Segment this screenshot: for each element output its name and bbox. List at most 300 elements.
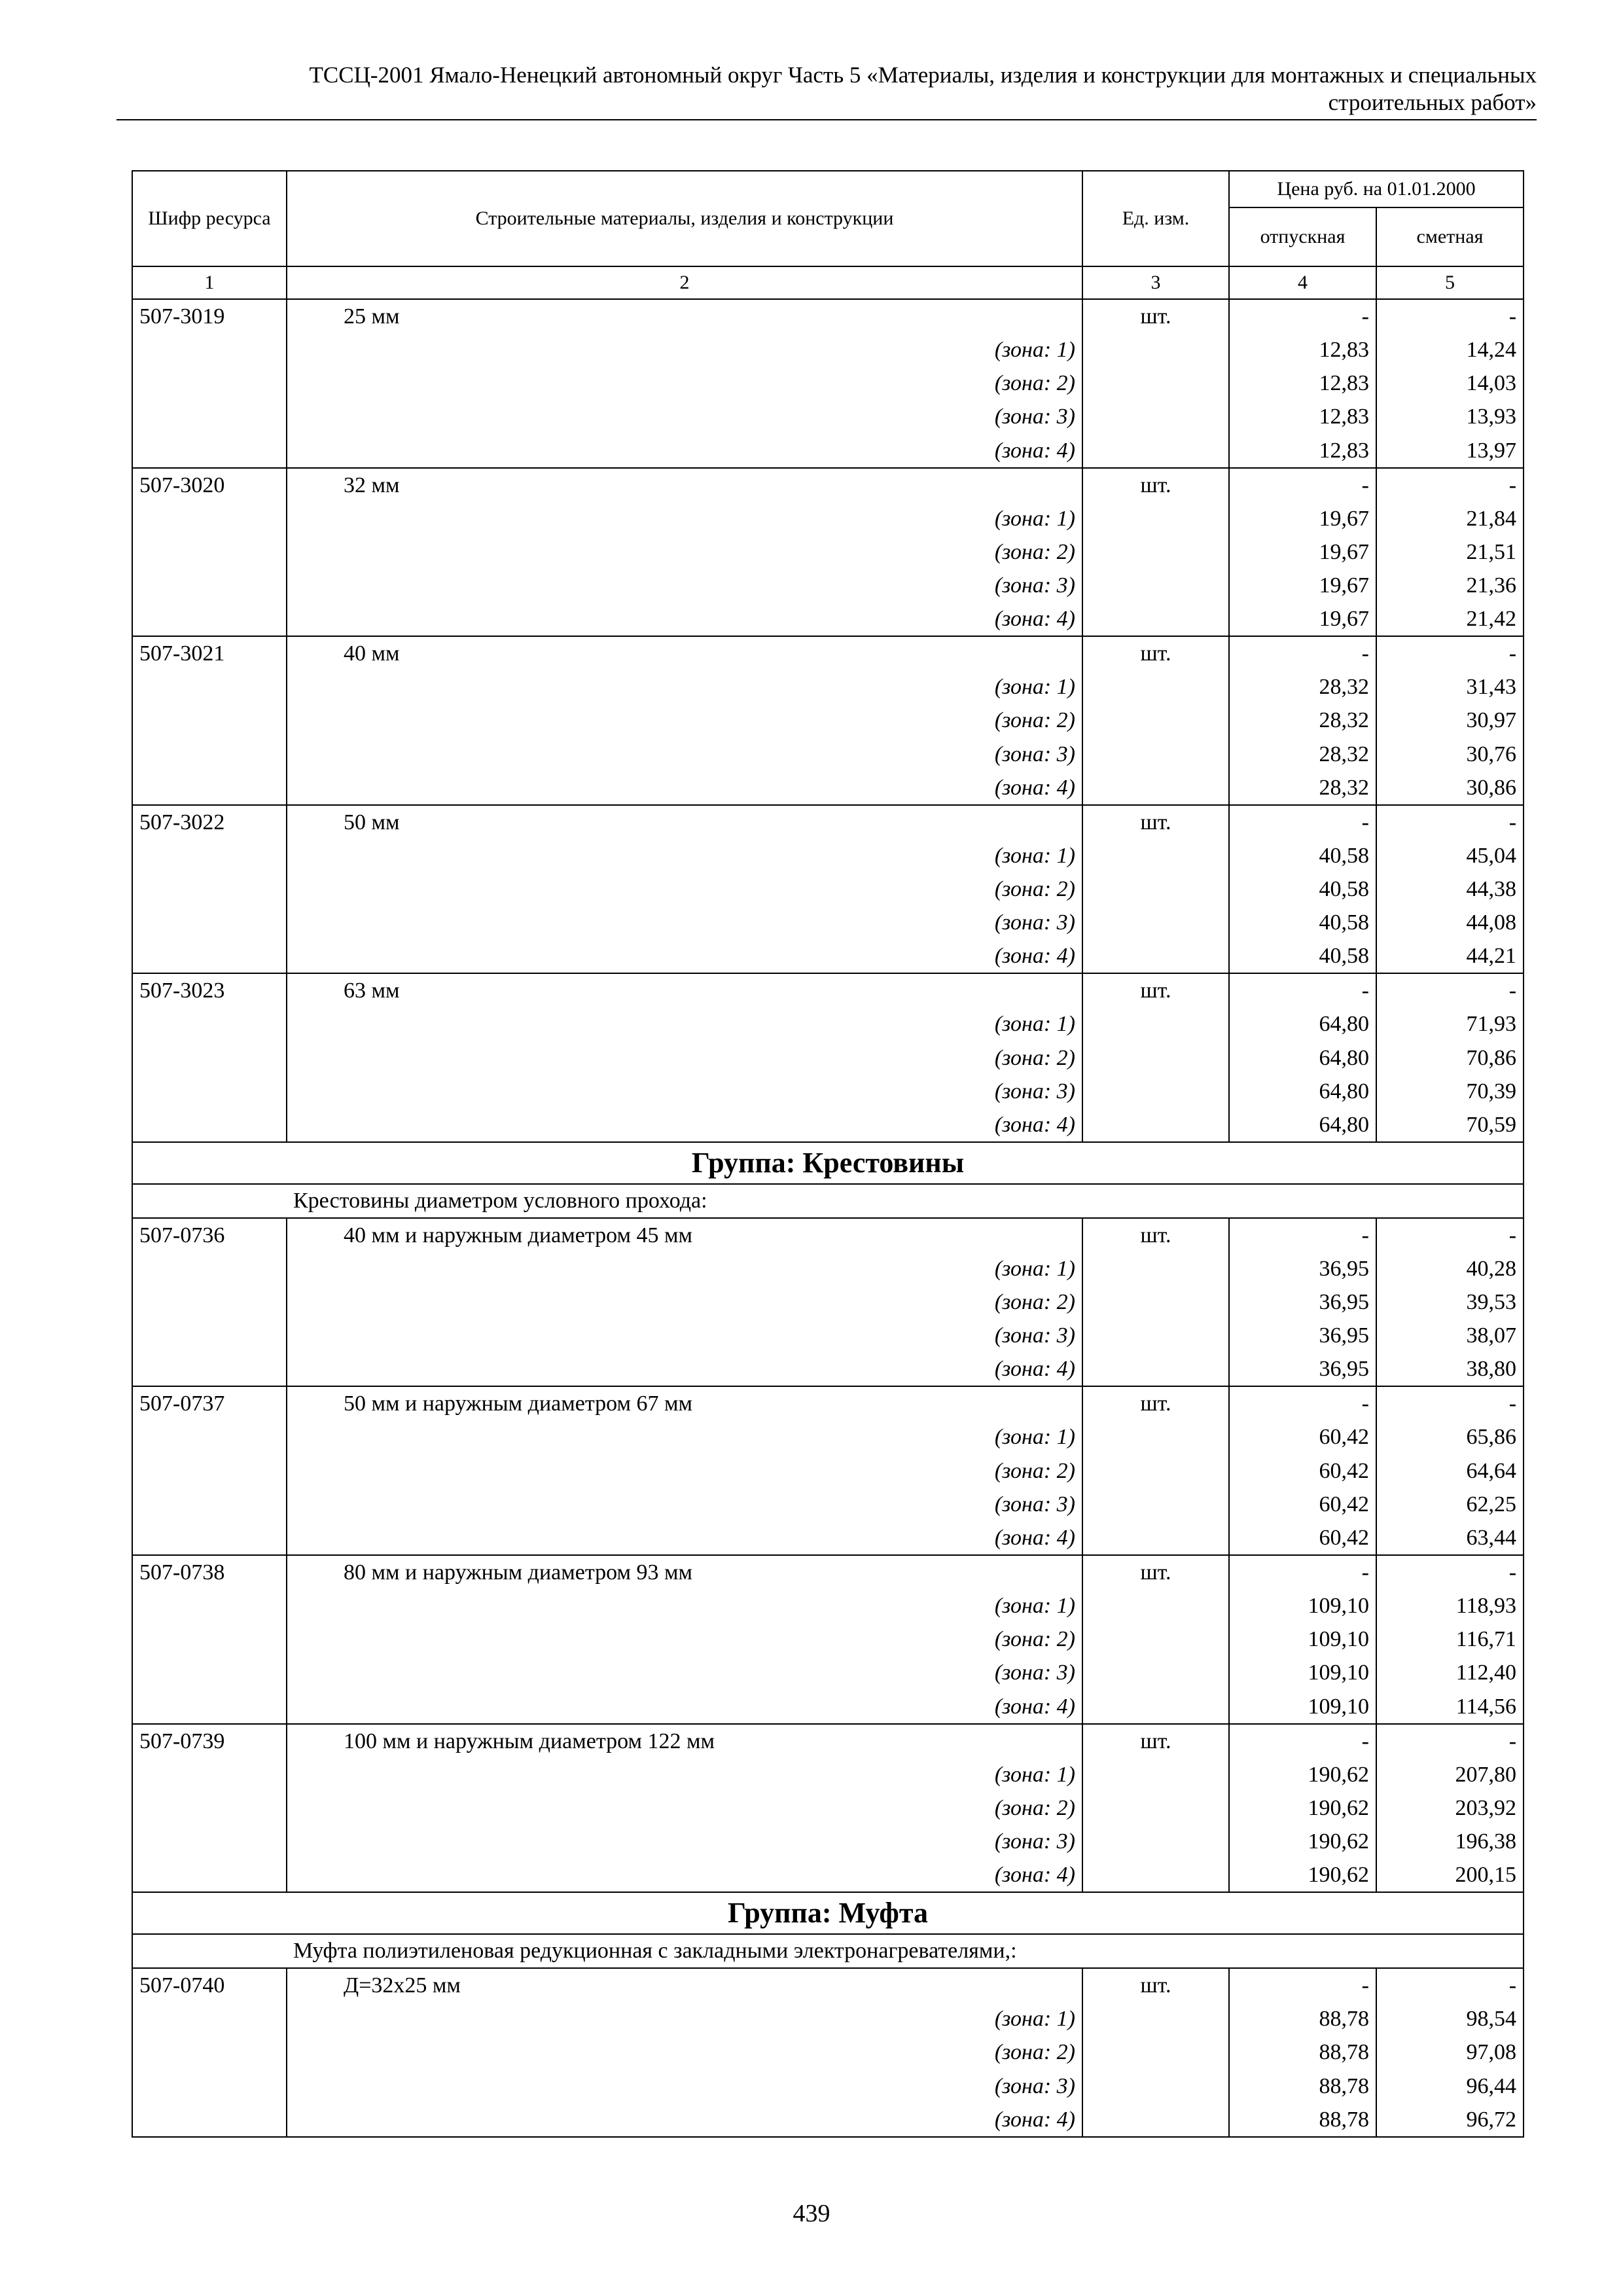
empty-cell [132,839,287,872]
price-release: 64,80 [1229,1108,1376,1142]
empty-cell [1082,839,1229,872]
empty-cell [132,1319,287,1352]
subheading-spacer [132,1184,287,1218]
zone-row [132,939,1524,973]
col-header-price-group: Цена руб. на 01.01.2000 [1229,171,1524,207]
zone-label: (зона: 1) [287,1589,1082,1623]
zone-row [132,1623,1524,1656]
item-name-cell [287,1968,1082,2002]
price-release: 60,42 [1229,1420,1376,1454]
zone-row [132,1825,1524,1858]
price-release: 19,67 [1229,602,1376,636]
table-row [132,1555,1524,1589]
item-name-cell [287,1386,1082,1420]
price-release: 88,78 [1229,2103,1376,2137]
empty-cell [132,2002,287,2036]
empty-cell [1082,1488,1229,1521]
price-release: 19,67 [1229,502,1376,535]
price-estimate: 196,38 [1376,1825,1524,1858]
price-estimate: - [1376,636,1524,670]
price-estimate: 97,08 [1376,2036,1524,2069]
table-row [132,1386,1524,1420]
price-release: 19,67 [1229,569,1376,602]
empty-cell [1082,535,1229,569]
item-name-cell [287,299,1082,333]
empty-cell [132,569,287,602]
price-estimate: 30,97 [1376,704,1524,737]
col-header-price-release: отпускная [1229,207,1376,266]
zone-label: (зона: 1) [287,2002,1082,2036]
zone-row [132,1108,1524,1142]
price-estimate: 70,39 [1376,1075,1524,1108]
zone-row [132,2069,1524,2102]
zone-row [132,569,1524,602]
zone-label: (зона: 1) [287,1420,1082,1454]
zone-label: (зона: 2) [287,1041,1082,1074]
column-number-row [132,266,1524,299]
zone-label: (зона: 4) [287,771,1082,805]
zone-label: (зона: 4) [287,2103,1082,2137]
zone-label: (зона: 3) [287,1075,1082,1108]
empty-cell [132,1656,287,1689]
price-release: - [1229,636,1376,670]
price-release: - [1229,468,1376,502]
price-release: 19,67 [1229,535,1376,569]
zone-row [132,434,1524,468]
empty-cell [1082,1858,1229,1892]
empty-cell [132,1285,287,1319]
price-release: 36,95 [1229,1252,1376,1285]
unit: шт. [1082,805,1229,839]
page-header [116,62,1537,120]
zone-row [132,1589,1524,1623]
group-heading: Группа: Крестовины [132,1142,1524,1184]
zone-row [132,1420,1524,1454]
zone-label: (зона: 4) [287,1521,1082,1555]
price-estimate: 21,42 [1376,602,1524,636]
zone-label: (зона: 3) [287,1825,1082,1858]
price-release: 60,42 [1229,1521,1376,1555]
zone-label: (зона: 3) [287,2069,1082,2102]
unit: шт. [1082,1968,1229,2002]
table-row [132,1724,1524,1758]
price-estimate: 207,80 [1376,1758,1524,1791]
price-estimate: 114,56 [1376,1690,1524,1724]
price-estimate: 31,43 [1376,670,1524,704]
empty-cell [132,2036,287,2069]
table-row [132,973,1524,1007]
zone-row [132,1075,1524,1108]
price-release: 109,10 [1229,1589,1376,1623]
unit: шт. [1082,1218,1229,1252]
empty-cell [1082,939,1229,973]
empty-cell [132,738,287,771]
empty-cell [132,2069,287,2102]
empty-cell [1082,1108,1229,1142]
unit: шт. [1082,299,1229,333]
zone-row [132,2002,1524,2036]
price-release: - [1229,1968,1376,2002]
price-release: 12,83 [1229,333,1376,367]
zone-label: (зона: 1) [287,839,1082,872]
zone-label: (зона: 2) [287,872,1082,906]
zone-row [132,535,1524,569]
empty-cell [1082,872,1229,906]
empty-cell [132,2103,287,2137]
empty-cell [1082,2036,1229,2069]
price-estimate: 96,72 [1376,2103,1524,2137]
price-release: 88,78 [1229,2002,1376,2036]
empty-cell [1082,771,1229,805]
price-estimate: - [1376,973,1524,1007]
price-release: 64,80 [1229,1075,1376,1108]
item-name: Д=32x25 мм [344,1973,461,1998]
empty-cell [132,1758,287,1791]
empty-cell [132,1108,287,1142]
price-estimate: 203,92 [1376,1791,1524,1825]
column-number: 5 [1376,266,1524,299]
price-estimate: 96,44 [1376,2069,1524,2102]
empty-cell [1082,333,1229,367]
table-row [132,636,1524,670]
empty-cell [1082,1007,1229,1041]
zone-label: (зона: 2) [287,1623,1082,1656]
empty-cell [1082,367,1229,400]
zone-row [132,1041,1524,1074]
empty-cell [132,670,287,704]
column-number: 2 [287,266,1082,299]
item-name: 25 мм [344,304,400,329]
empty-cell [1082,569,1229,602]
zone-label: (зона: 1) [287,1252,1082,1285]
col-header-code: Шифр ресурса [132,171,287,266]
price-release: 88,78 [1229,2036,1376,2069]
zone-row [132,400,1524,433]
resource-code: 507-3022 [132,805,287,839]
zone-row [132,1319,1524,1352]
price-release: 40,58 [1229,839,1376,872]
price-release: 109,10 [1229,1656,1376,1689]
price-release: - [1229,973,1376,1007]
item-name-cell [287,805,1082,839]
price-estimate: 13,97 [1376,434,1524,468]
zone-row [132,602,1524,636]
unit: шт. [1082,1724,1229,1758]
zone-row [132,2103,1524,2137]
group-subheading: Крестовины диаметром условного прохода: [287,1184,1524,1218]
zone-row [132,1656,1524,1689]
subheading-spacer [132,1934,287,1968]
price-release: 190,62 [1229,1825,1376,1858]
price-estimate: 38,07 [1376,1319,1524,1352]
zone-row [132,1521,1524,1555]
col-header-name: Строительные материалы, изделия и конструкции [287,171,1082,266]
empty-cell [132,1454,287,1488]
empty-cell [132,1252,287,1285]
price-release: 28,32 [1229,738,1376,771]
price-estimate: 14,03 [1376,367,1524,400]
price-release: - [1229,1386,1376,1420]
item-name-cell [287,1555,1082,1589]
empty-cell [1082,1252,1229,1285]
empty-cell [1082,1420,1229,1454]
zone-label: (зона: 2) [287,1791,1082,1825]
zone-label: (зона: 4) [287,1690,1082,1724]
zone-label: (зона: 1) [287,1007,1082,1041]
table-row [132,805,1524,839]
zone-label: (зона: 3) [287,738,1082,771]
price-estimate: - [1376,299,1524,333]
item-name-cell [287,1724,1082,1758]
empty-cell [1082,738,1229,771]
empty-cell [1082,1352,1229,1386]
zone-row [132,872,1524,906]
price-estimate: - [1376,1968,1524,2002]
price-release: 12,83 [1229,434,1376,468]
empty-cell [132,502,287,535]
resource-code: 507-0736 [132,1218,287,1252]
zone-label: (зона: 3) [287,1656,1082,1689]
empty-cell [1082,1690,1229,1724]
price-estimate: - [1376,468,1524,502]
group-heading: Группа: Муфта [132,1892,1524,1934]
empty-cell [132,771,287,805]
item-name: 80 мм и наружным диаметром 93 мм [344,1560,693,1585]
empty-cell [1082,1825,1229,1858]
zone-row [132,704,1524,737]
price-estimate: 21,84 [1376,502,1524,535]
empty-cell [132,400,287,433]
zone-row [132,2036,1524,2069]
price-estimate: 30,76 [1376,738,1524,771]
zone-row [132,738,1524,771]
price-estimate: 98,54 [1376,2002,1524,2036]
resource-code: 507-0739 [132,1724,287,1758]
zone-row [132,333,1524,367]
price-release: 64,80 [1229,1041,1376,1074]
price-estimate: 70,86 [1376,1041,1524,1074]
zone-label: (зона: 1) [287,333,1082,367]
zone-row [132,502,1524,535]
empty-cell [132,602,287,636]
price-release: 64,80 [1229,1007,1376,1041]
empty-cell [132,1589,287,1623]
item-name: 50 мм [344,810,400,834]
price-release: - [1229,1218,1376,1252]
zone-row [132,906,1524,939]
resource-code: 507-0737 [132,1386,287,1420]
zone-row [132,670,1524,704]
empty-cell [1082,906,1229,939]
empty-cell [1082,704,1229,737]
empty-cell [1082,1285,1229,1319]
item-name: 40 мм [344,641,400,666]
price-estimate: 44,38 [1376,872,1524,906]
zone-label: (зона: 3) [287,400,1082,433]
price-estimate: 62,25 [1376,1488,1524,1521]
price-estimate: 200,15 [1376,1858,1524,1892]
price-release: - [1229,805,1376,839]
header-title-line2: строительных работ» [1328,90,1537,115]
zone-row [132,1007,1524,1041]
zone-row [132,1858,1524,1892]
group-subheading: Муфта полиэтиленовая редукционная с закладными электронагревателями,: [287,1934,1524,1968]
item-name-cell [287,1218,1082,1252]
zone-label: (зона: 2) [287,367,1082,400]
unit: шт. [1082,1555,1229,1589]
price-estimate: 64,64 [1376,1454,1524,1488]
resource-code: 507-0740 [132,1968,287,2002]
group-subheading-row [132,1934,1524,1968]
zone-row [132,1758,1524,1791]
empty-cell [132,1690,287,1724]
price-release: 28,32 [1229,771,1376,805]
zone-label: (зона: 4) [287,939,1082,973]
empty-cell [132,333,287,367]
price-estimate: 118,93 [1376,1589,1524,1623]
price-estimate: 13,93 [1376,400,1524,433]
empty-cell [132,535,287,569]
group-heading-row [132,1142,1524,1184]
zone-row [132,1352,1524,1386]
zone-label: (зона: 1) [287,1758,1082,1791]
price-release: - [1229,1555,1376,1589]
zone-label: (зона: 1) [287,670,1082,704]
column-number: 4 [1229,266,1376,299]
price-estimate: 14,24 [1376,333,1524,367]
empty-cell [1082,1041,1229,1074]
price-estimate: - [1376,1724,1524,1758]
table-row [132,468,1524,502]
empty-cell [1082,1589,1229,1623]
empty-cell [1082,1319,1229,1352]
zone-row [132,1690,1524,1724]
price-estimate: - [1376,1386,1524,1420]
empty-cell [132,1791,287,1825]
table-row [132,299,1524,333]
zone-label: (зона: 4) [287,434,1082,468]
empty-cell [132,1352,287,1386]
empty-cell [1082,1454,1229,1488]
zone-row [132,771,1524,805]
item-name-cell [287,468,1082,502]
price-table [132,170,1524,2138]
zone-row [132,367,1524,400]
price-estimate: 39,53 [1376,1285,1524,1319]
zone-row [132,1488,1524,1521]
zone-row [132,1454,1524,1488]
price-estimate: 40,28 [1376,1252,1524,1285]
resource-code: 507-0738 [132,1555,287,1589]
zone-label: (зона: 2) [287,1454,1082,1488]
empty-cell [1082,434,1229,468]
zone-row [132,1252,1524,1285]
zone-row [132,839,1524,872]
col-header-unit: Ед. изм. [1082,171,1229,266]
empty-cell [132,1075,287,1108]
zone-label: (зона: 4) [287,1108,1082,1142]
empty-cell [1082,1656,1229,1689]
price-estimate: 63,44 [1376,1521,1524,1555]
price-release: 60,42 [1229,1488,1376,1521]
item-name-cell [287,636,1082,670]
col-header-price-estimate: сметная [1376,207,1524,266]
header-title-line1: ТССЦ-2001 Ямало-Ненецкий автономный округ Часть 5 «Материалы, изделия и конструкции для монтажных и специальных [309,62,1537,88]
resource-code: 507-3020 [132,468,287,502]
resource-code: 507-3019 [132,299,287,333]
price-estimate: 44,21 [1376,939,1524,973]
empty-cell [132,1041,287,1074]
price-estimate: 30,86 [1376,771,1524,805]
price-estimate: - [1376,1218,1524,1252]
empty-cell [1082,1623,1229,1656]
item-name: 32 мм [344,473,400,497]
empty-cell [132,1420,287,1454]
empty-cell [1082,1791,1229,1825]
zone-label: (зона: 4) [287,1352,1082,1386]
unit: шт. [1082,1386,1229,1420]
unit: шт. [1082,973,1229,1007]
price-release: 190,62 [1229,1758,1376,1791]
price-release: 109,10 [1229,1690,1376,1724]
price-release: 40,58 [1229,872,1376,906]
zone-label: (зона: 2) [287,535,1082,569]
price-estimate: - [1376,1555,1524,1589]
zone-label: (зона: 3) [287,906,1082,939]
price-estimate: 38,80 [1376,1352,1524,1386]
price-estimate: 45,04 [1376,839,1524,872]
price-estimate: 116,71 [1376,1623,1524,1656]
zone-label: (зона: 3) [287,1488,1082,1521]
unit: шт. [1082,468,1229,502]
empty-cell [1082,1521,1229,1555]
price-release: 88,78 [1229,2069,1376,2102]
table-header [132,171,1524,299]
price-release: 40,58 [1229,906,1376,939]
price-release: 40,58 [1229,939,1376,973]
group-heading-row [132,1892,1524,1934]
zone-label: (зона: 1) [287,502,1082,535]
table-row [132,1968,1524,2002]
column-number: 1 [132,266,287,299]
price-release: 190,62 [1229,1858,1376,1892]
price-release: - [1229,1724,1376,1758]
empty-cell [132,704,287,737]
empty-cell [132,1488,287,1521]
price-release: 36,95 [1229,1319,1376,1352]
zone-label: (зона: 4) [287,602,1082,636]
empty-cell [1082,400,1229,433]
empty-cell [1082,1758,1229,1791]
empty-cell [132,906,287,939]
zone-label: (зона: 3) [287,569,1082,602]
empty-cell [132,1623,287,1656]
price-release: 36,95 [1229,1352,1376,1386]
item-name: 100 мм и наружным диаметром 122 мм [344,1729,715,1753]
empty-cell [132,1825,287,1858]
table-row [132,1218,1524,1252]
price-estimate: 71,93 [1376,1007,1524,1041]
item-name-cell [287,973,1082,1007]
price-estimate: 44,08 [1376,906,1524,939]
price-release: 28,32 [1229,704,1376,737]
empty-cell [1082,670,1229,704]
resource-code: 507-3023 [132,973,287,1007]
column-number: 3 [1082,266,1229,299]
empty-cell [132,367,287,400]
empty-cell [1082,2002,1229,2036]
zone-label: (зона: 3) [287,1319,1082,1352]
